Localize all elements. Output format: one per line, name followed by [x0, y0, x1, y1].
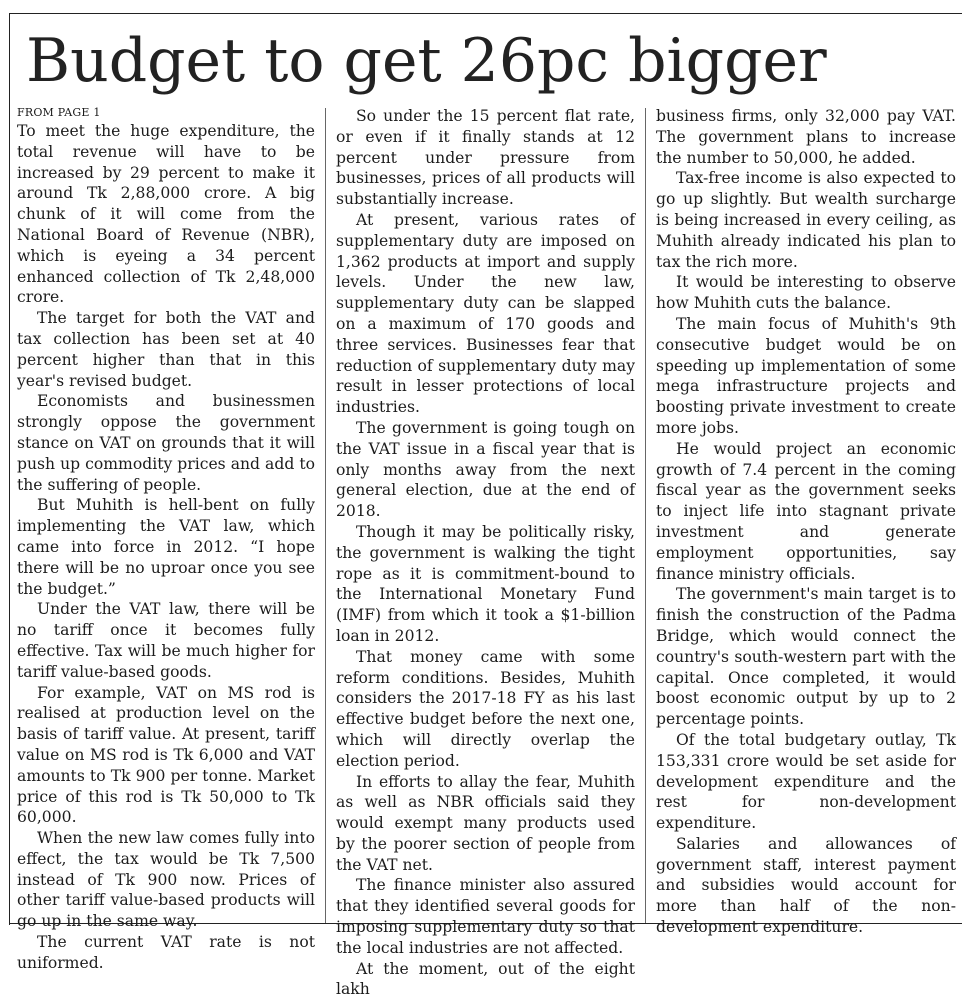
- paragraph: Salaries and allowances of government staff, interest payment and subsidies would account for more than half of the non-development expenditure.: [656, 834, 956, 937]
- left-rule: [9, 13, 10, 925]
- paragraph: business firms, only 32,000 pay VAT. The government plans to increase the number to 50,000, he added.: [656, 107, 956, 167]
- paragraph: It would be interesting to observe how Muhith cuts the balance.: [656, 273, 956, 313]
- paragraph: Of the total budgetary outlay, Tk 153,331 crore would be set aside for development expenditure and the rest for non-development expenditure.: [656, 730, 956, 833]
- paragraph: Tax-free income is also expected to go up slightly. But wealth surcharge is being increased in every ceiling, as Muhith already indicated his plan to tax the rich more.: [656, 169, 956, 271]
- paragraph: For example, VAT on MS rod is realised at production level on the basis of tariff value. At present, tariff value on MS rod is Tk 6,000 and VAT amounts to Tk 900 per tonne. Market price of this rod is Tk 50,000 to Tk 60,000.: [17, 683, 315, 827]
- paragraph: The government's main target is to finish the construction of the Padma Bridge, which would connect the country's south-western part with the capital. Once completed, it would boost economic output by up to 2 percentage points.: [656, 585, 956, 729]
- paragraph: So under the 15 percent flat rate, or even if it finally stands at 12 percent under pressure from businesses, prices of all products will substantially increase.: [336, 107, 635, 209]
- paragraph: The target for both the VAT and tax collection has been set at 40 percent higher than that in this year's revised budget.: [17, 309, 315, 390]
- paragraph: When the new law comes fully into effect, the tax would be Tk 7,500 instead of Tk 900 now. Prices of other tariff value-based products will go up in the same way.: [17, 829, 315, 931]
- column-divider: [325, 108, 326, 923]
- paragraph: The main focus of Muhith's 9th consecutive budget would be on speeding up implementation of some mega infrastructure projects and boosting private investment to create more jobs.: [656, 314, 956, 437]
- top-rule: [9, 13, 962, 14]
- paragraph: But Muhith is hell-bent on fully implementing the VAT law, which came into force in 2012. “I hope there will be no uproar once you see the budget.”: [17, 496, 315, 598]
- paragraph: Under the VAT law, there will be no tariff once it becomes fully effective. Tax will be much higher for tariff value-based goods.: [17, 600, 315, 681]
- paragraph: At present, various rates of supplementary duty are imposed on 1,362 products at import and supply levels. Under the new law, supplementary duty can be slapped on a maximum of 170 goods and three services. Businesses fear that reduction of supplementary duty may result in lesser protections of local industries.: [336, 210, 635, 417]
- article-column-3: [656, 106, 956, 937]
- paragraph: The current VAT rate is not uniformed.: [17, 933, 315, 972]
- paragraph: At the moment, out of the eight lakh: [336, 959, 635, 999]
- column-divider: [645, 108, 646, 923]
- paragraph: The government is going tough on the VAT issue in a fiscal year that is only months away from the next general election, due at the end of 2018.: [336, 418, 635, 521]
- paragraph: In efforts to allay the fear, Muhith as well as NBR officials said they would exempt many products used by the poorer section of people from the VAT net.: [336, 772, 635, 874]
- paragraph: To meet the huge expenditure, the total revenue will have to be increased by 29 percent to make it around Tk 2,88,000 crore. A big chunk of it will come from the National Board of Revenue (NBR), which is eyeing a 34 percent enhanced collection of Tk 2,48,000 crore.: [17, 122, 315, 307]
- paragraph: That money came with some reform conditions. Besides, Muhith considers the 2017-18 FY as his last effective budget before the next one, which will directly overlap the election period.: [336, 647, 635, 770]
- article-column-1: [17, 106, 315, 972]
- article-headline: Budget to get 26pc bigger: [26, 26, 827, 96]
- paragraph: The finance minister also assured that they identified several goods for imposing supplementary duty so that the local industries are not affected.: [336, 876, 635, 957]
- article-column-2: [336, 106, 635, 999]
- paragraph: He would project an economic growth of 7.4 percent in the coming fiscal year as the government seeks to inject life into stagnant private investment and generate employment opportunities, say finance ministry officials.: [656, 439, 956, 583]
- paragraph: Though it may be politically risky, the government is walking the tight rope as it is commitment-bound to the International Monetary Fund (IMF) from which it took a $1-billion loan in 2012.: [336, 522, 635, 645]
- continuation-kicker: FROM PAGE 1: [17, 106, 101, 119]
- paragraph: Economists and businessmen strongly oppose the government stance on VAT on grounds that it will push up commodity prices and add to the suffering of people.: [17, 392, 315, 494]
